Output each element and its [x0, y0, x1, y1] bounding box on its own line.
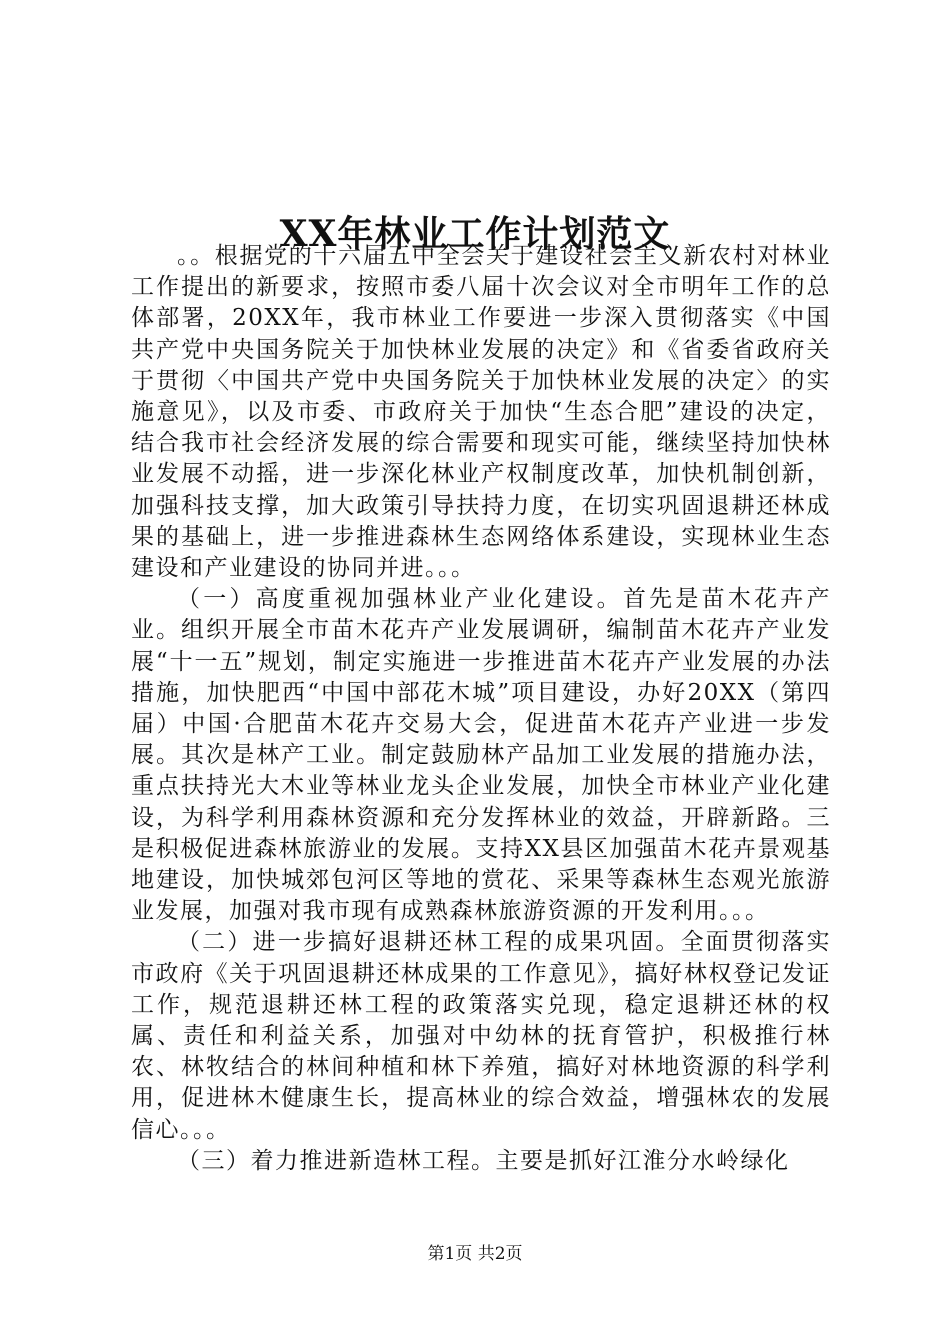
paragraph-section-1: （一）高度重视加强林业产业化建设。首先是苗木花卉产业。组织开展全市苗木花卉产业发展调研，编制苗木花卉产业发展“十一五”规划，制定实施进一步推进苗木花卉产业发展的办法措施，加快肥西“中国中部花木城”项目建设，办好20XX（第四届）中国·合肥苗木花卉交易大会，促进苗木花卉产业进一步发展。其次是林产工业。制定鼓励林产品加工业发展的措施办法，重点扶持光大木业等林业龙头企业发展，加快全市林业产业化建设，为科学利用森林资源和充分发挥林业的效益，开辟新路。三是积极促进森林旅游业的发展。支持XX县区加强苗木花卉景观基地建设，加快城郊包河区等地的赏花、采果等森林生态观光旅游业发展，加强对我市现有成熟森林旅游资源的开发利用。。。	[131, 586, 831, 925]
page-footer: 第1页 共2页	[427, 1244, 523, 1264]
paragraph-intro: 。。根据党的十六届五中全会关于建设社会主义新农村对林业工作提出的新要求，按照市委八届十次会议对全市明年工作的总体部署，20XX年，我市林业工作要进一步深入贯彻落实《中国共产党中央国务院关于加快林业发展的决定》和《省委省政府关于贯彻〈中国共产党中央国务院关于加快林业发展的决定〉的实施意见》，以及市委、市政府关于加快“生态合肥”建设的决定，结合我市社会经济发展的综合需要和现实可能，继续坚持加快林业发展不动摇，进一步深化林业产权制度改革，加快机制创新，加强科技支撑，加大政策引导扶持力度，在切实巩固退耕还林成果的基础上，进一步推进森林生态网络体系建设，实现林业生态建设和产业建设的协同并进。。。	[131, 243, 831, 582]
paragraph-section-2: （二）进一步搞好退耕还林工程的成果巩固。全面贯彻落实市政府《关于巩固退耕还林成果的工作意见》，搞好林权登记发证工作，规范退耕还林工程的政策落实兑现，稳定退耕还林的权属、责任和利益关系，加强对中幼林的抚育管护，积极推行林农、林牧结合的林间种植和林下养殖，搞好对林地资源的科学利用，促进林木健康生长，提高林业的综合效益，增强林农的发展信心。。。	[131, 929, 831, 1143]
document-body	[131, 241, 831, 1177]
document-title: XX年林业工作计划范文	[279, 213, 671, 256]
paragraph-section-3: （三）着力推进新造林工程。主要是抓好江淮分水岭绿化	[177, 1147, 790, 1174]
